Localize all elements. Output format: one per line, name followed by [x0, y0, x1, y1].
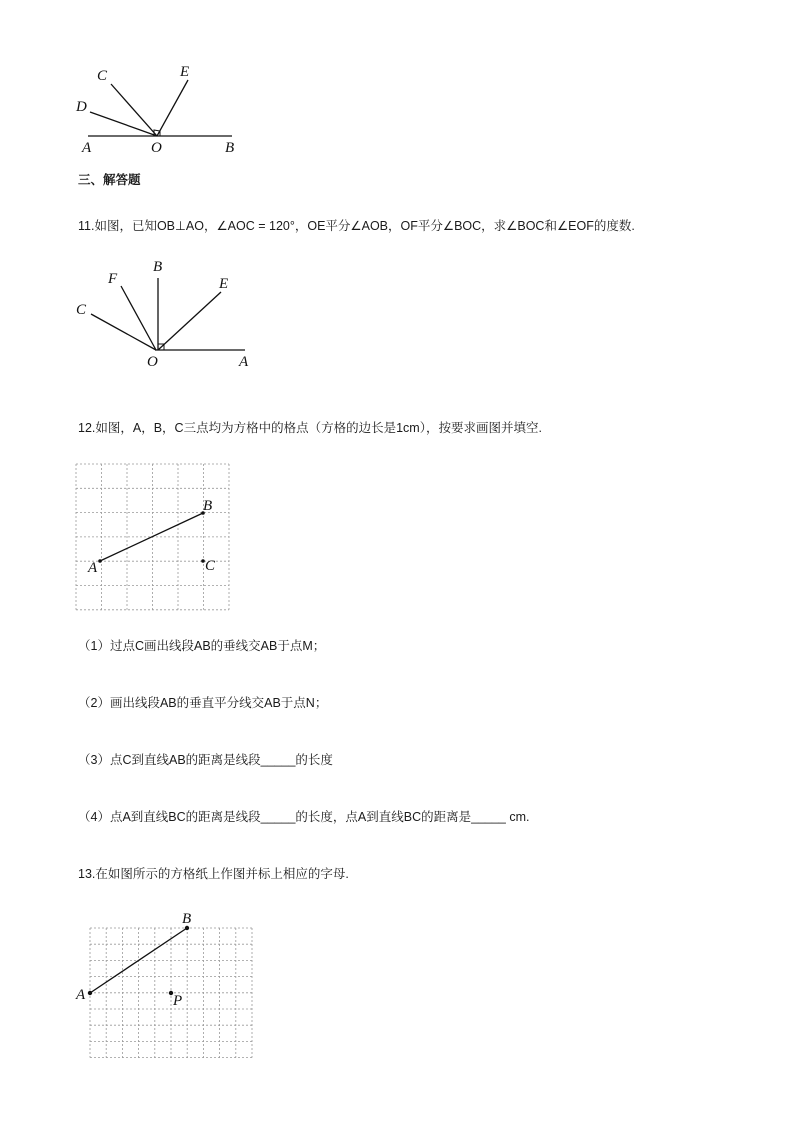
section-title: 三、解答题: [78, 173, 141, 187]
q12-part-1: （1）过点C画出线段AB的垂线交AB于点M；: [78, 639, 326, 653]
label-e: E: [219, 276, 229, 292]
label-o: O: [147, 354, 158, 370]
q12-part-3: （3）点C到直线AB的距离是线段_____的长度: [78, 753, 333, 767]
point-a: [88, 991, 92, 995]
label-d: D: [76, 99, 87, 115]
label-b: B: [203, 498, 213, 514]
label-f: F: [108, 271, 118, 287]
label-c: C: [205, 558, 216, 574]
label-o: O: [151, 140, 162, 156]
label-a: A: [82, 140, 92, 156]
q12-text: 12.如图，A，B，C三点均为方格中的格点（方格的边长是1cm），按要求画图并填空.: [78, 421, 542, 435]
label-p: P: [173, 993, 183, 1009]
label-a: A: [88, 560, 98, 576]
label-a: A: [76, 987, 86, 1003]
label-c: C: [76, 302, 87, 318]
label-b: B: [153, 259, 163, 275]
label-c: C: [97, 68, 108, 84]
q13-text: 13.在如图所示的方格纸上作图并标上相应的字母.: [78, 867, 349, 881]
label-b: B: [225, 140, 235, 156]
q12-part-4: （4）点A到直线BC的距离是线段_____的长度，点A到直线BC的距离是_____ cm.: [78, 810, 530, 824]
label-e: E: [180, 64, 190, 80]
q12-part-2: （2）画出线段AB的垂直平分线交AB于点N；: [78, 696, 328, 710]
q11-text: 11.如图，已知OB⊥AO，∠AOC = 120°，OE平分∠AOB，OF平分∠BOC，求∠BOC和∠EOF的度数.: [78, 219, 635, 233]
label-a: A: [239, 354, 249, 370]
label-b: B: [182, 911, 192, 927]
